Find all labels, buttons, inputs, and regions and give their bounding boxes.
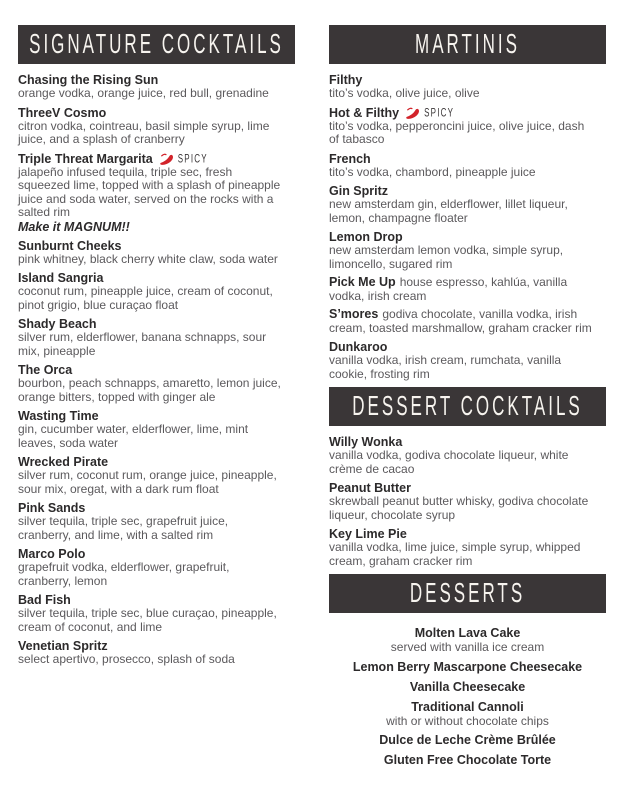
dessert-item-traditional-cannoli bbox=[329, 700, 606, 729]
item-description: tito’s vodka, pepperoncini juice, olive juice, dash of tabasco bbox=[329, 118, 585, 146]
item-description: new amsterdam lemon vodka, simple syrup, limoncello, sugared rim bbox=[329, 243, 564, 271]
menu-item-marco-polo bbox=[18, 547, 295, 588]
item-name: Vanilla Cheesecake bbox=[409, 679, 526, 694]
section-title: SIGNATURE COCKTAILS bbox=[29, 28, 284, 60]
item-name: Molten Lava Cake bbox=[414, 626, 521, 640]
item-name: Lemon Drop bbox=[329, 230, 403, 244]
item-name: Willy Wonka bbox=[329, 435, 403, 449]
section-title: DESSERTS bbox=[409, 577, 526, 609]
item-description: select apertivo, prosecco, splash of soda bbox=[18, 652, 235, 666]
item-name: French bbox=[329, 151, 371, 166]
item-name: Hot & Filthy bbox=[329, 105, 400, 120]
item-name: Pick Me Up bbox=[329, 275, 396, 289]
dessert-item-vanilla-cheesecake bbox=[329, 680, 606, 695]
menu-item-smores bbox=[329, 308, 606, 335]
item-inline-text bbox=[329, 308, 595, 335]
item-description: silver tequila, triple sec, grapefruit juice, cranberry, and lime, with a salted rim bbox=[18, 514, 229, 542]
chili-pepper-icon bbox=[405, 106, 423, 120]
item-name: ThreeV Cosmo bbox=[18, 105, 107, 120]
menu-item-pick-me-up bbox=[329, 276, 606, 303]
menu-item-key-lime-pie bbox=[329, 527, 606, 568]
item-name: Gin Spritz bbox=[329, 184, 389, 198]
item-name: Wasting Time bbox=[18, 409, 99, 423]
dessert-item-dulce-de-leche-creme-brulee bbox=[329, 733, 606, 748]
item-description: new amsterdam gin, elderflower, lillet liqueur, lemon, champagne floater bbox=[329, 197, 568, 225]
item-name: Gluten Free Chocolate Torte bbox=[383, 753, 552, 767]
menu-item-triple-threat-margarita bbox=[18, 152, 295, 234]
item-description: vanilla vodka, godiva chocolate liqueur, white crème de cacao bbox=[329, 448, 569, 476]
item-name: Triple Threat Margarita bbox=[18, 151, 153, 166]
item-name-row bbox=[18, 152, 295, 166]
item-name: Island Sangria bbox=[18, 271, 104, 285]
item-description: silver rum, coconut rum, orange juice, pineapple, sour mix, oregat, with a dark rum float bbox=[18, 468, 277, 496]
section-header-dessert-cocktails bbox=[329, 387, 606, 426]
dessert-item-lemon-berry-mascarpone-cheesecake bbox=[329, 660, 606, 675]
menu-item-chasing-the-rising-sun bbox=[18, 73, 295, 101]
menu-item-peanut-butter bbox=[329, 481, 606, 522]
item-description: coconut rum, pineapple juice, cream of coconut, pinot grigio, blue curaçao float bbox=[18, 284, 273, 312]
menu-item-sunburnt-cheeks bbox=[18, 239, 295, 267]
item-name: Dunkaroo bbox=[329, 340, 388, 354]
item-name: Key Lime Pie bbox=[329, 527, 407, 541]
item-description: skrewball peanut butter whisky, godiva chocolate liqueur, chocolate syrup bbox=[329, 494, 589, 522]
item-name: Bad Fish bbox=[18, 593, 71, 607]
item-name: S’mores bbox=[329, 307, 379, 321]
item-description: served with vanilla ice cream bbox=[390, 640, 545, 654]
item-name: Lemon Berry Mascarpone Cheesecake bbox=[352, 659, 583, 674]
menu-item-pink-sands bbox=[18, 501, 295, 542]
right-column bbox=[329, 25, 606, 773]
spicy-badge bbox=[159, 153, 208, 165]
item-name: Venetian Spritz bbox=[18, 639, 108, 653]
item-name-row bbox=[329, 106, 606, 120]
menu-item-dunkaroo bbox=[329, 340, 606, 381]
item-name: Sunburnt Cheeks bbox=[18, 238, 122, 253]
item-name: Chasing the Rising Sun bbox=[18, 73, 159, 87]
item-description: bourbon, peach schnapps, amaretto, lemon juice, orange bitters, topped with ginger ale bbox=[18, 376, 281, 404]
item-description: pink whitney, black cherry white claw, soda water bbox=[18, 251, 278, 266]
item-description: silver tequila, triple sec, blue curaçao, pineapple, cream of coconut, and lime bbox=[18, 606, 277, 634]
desserts-list bbox=[329, 622, 606, 768]
magnum-note: Make it MAGNUM!! bbox=[18, 219, 130, 234]
item-description: godiva chocolate, vanilla vodka, irish cream, toasted marshmallow, graham cracker rim bbox=[329, 307, 592, 335]
item-description: vanilla vodka, lime juice, simple syrup, whipped cream, graham cracker rim bbox=[329, 540, 581, 568]
item-description: orange vodka, orange juice, red bull, grenadine bbox=[18, 86, 269, 100]
spicy-label: SPICY bbox=[177, 151, 208, 166]
chili-pepper-icon bbox=[158, 152, 176, 166]
menu-item-venetian-spritz bbox=[18, 639, 295, 667]
menu-item-willy-wonka bbox=[329, 435, 606, 476]
item-description: jalapeño infused tequila, triple sec, fresh squeezed lime, topped with a splash of pineapple juice and soda water, served on the rocks with a salted rim bbox=[18, 164, 281, 219]
item-name: Peanut Butter bbox=[329, 481, 411, 495]
item-description: tito’s vodka, olive juice, olive bbox=[329, 86, 480, 100]
item-description: with or without chocolate chips bbox=[386, 713, 549, 728]
item-description: silver rum, elderflower, banana schnapps, sour mix, pineapple bbox=[18, 330, 267, 358]
item-description: citron vodka, cointreau, basil simple syrup, lime juice, and a splash of cranberry bbox=[18, 118, 270, 146]
menu-item-lemon-drop bbox=[329, 230, 606, 271]
item-name: The Orca bbox=[18, 363, 73, 377]
section-header-martinis bbox=[329, 25, 606, 64]
item-description: gin, cucumber water, elderflower, lime, mint leaves, soda water bbox=[18, 422, 249, 450]
item-description: grapefruit vodka, elderflower, grapefruit, cranberry, lemon bbox=[18, 560, 230, 588]
section-title: DESSERT COCKTAILS bbox=[352, 390, 583, 422]
item-name: Traditional Cannoli bbox=[411, 699, 524, 714]
dessert-item-gluten-free-chocolate-torte bbox=[329, 753, 606, 768]
item-description: vanilla vodka, irish cream, rumchata, vanilla cookie, frosting rim bbox=[329, 353, 562, 381]
menu-item-hot-and-filthy bbox=[329, 106, 606, 147]
dessert-item-molten-lava-cake bbox=[329, 626, 606, 655]
signature-cocktails-column bbox=[18, 25, 295, 672]
menu-item-gin-spritz bbox=[329, 184, 606, 225]
item-description: house espresso, kahlúa, vanilla vodka, irish cream bbox=[329, 275, 568, 303]
item-name: Wrecked Pirate bbox=[18, 455, 109, 469]
menu-item-the-orca bbox=[18, 363, 295, 404]
menu-item-threev-cosmo bbox=[18, 106, 295, 147]
menu-item-wasting-time bbox=[18, 409, 295, 450]
item-description: tito’s vodka, chambord, pineapple juice bbox=[329, 164, 536, 179]
section-header-desserts bbox=[329, 574, 606, 613]
spicy-badge bbox=[405, 107, 454, 119]
spicy-label: SPICY bbox=[424, 105, 455, 120]
menu-item-french bbox=[329, 152, 606, 180]
menu-item-bad-fish bbox=[18, 593, 295, 634]
section-title: MARTINIS bbox=[415, 28, 520, 60]
item-name: Marco Polo bbox=[18, 547, 86, 561]
item-name: Pink Sands bbox=[18, 501, 86, 515]
item-name: Dulce de Leche Crème Brûlée bbox=[379, 733, 556, 747]
menu-item-shady-beach bbox=[18, 317, 295, 358]
item-name: Shady Beach bbox=[18, 317, 97, 331]
item-name: Filthy bbox=[329, 73, 363, 87]
menu-item-filthy bbox=[329, 73, 606, 101]
item-inline-text bbox=[329, 276, 595, 303]
menu-item-wrecked-pirate bbox=[18, 455, 295, 496]
menu-item-island-sangria bbox=[18, 271, 295, 312]
section-header-signature-cocktails bbox=[18, 25, 295, 64]
